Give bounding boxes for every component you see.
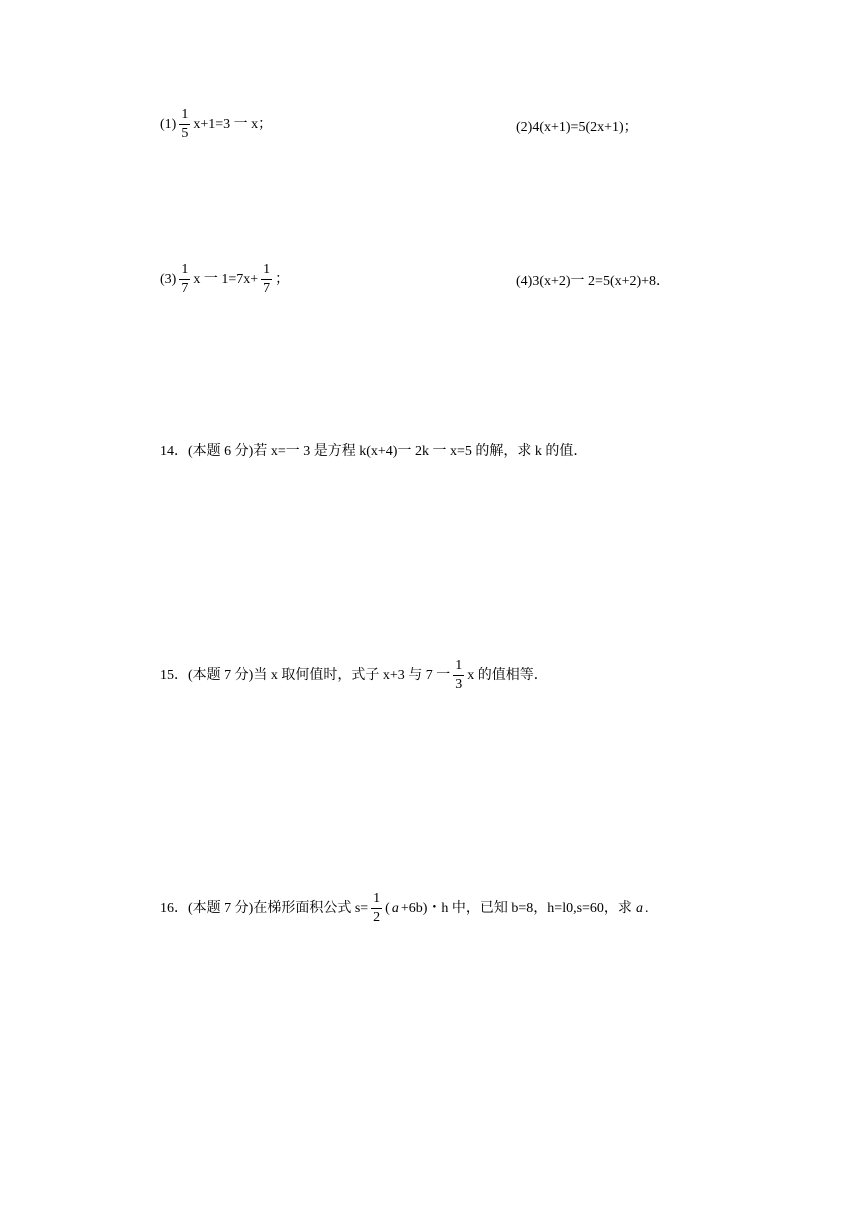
fraction-numerator: 1: [453, 659, 464, 676]
fraction-numerator: 1: [261, 263, 272, 280]
problem-4-equation: (4)3(x+2)一 2=5(x+2)+8．: [516, 274, 671, 289]
problem-2: [516, 121, 638, 135]
problem-4: [516, 275, 670, 289]
problem-3-equation-middle: x 一 1=7x+: [193, 271, 259, 287]
fraction-denominator: 3: [455, 677, 463, 692]
fraction-one-half: [371, 892, 382, 925]
variable-a: a: [391, 900, 399, 916]
fraction-one-third: [453, 659, 464, 692]
problem-3-label: (3): [160, 271, 177, 287]
question-14-text: 14．(本题 6 分)若 x=一 3 是方程 k(x+4)一 2k 一 x=5 的解，求 k 的值．: [160, 444, 588, 459]
fraction-denominator: 2: [373, 910, 381, 925]
problem-1-label: (1): [160, 116, 177, 132]
fraction-one-seventh: [261, 263, 272, 296]
problem-3-end: ；: [275, 271, 290, 287]
question-16: [160, 892, 648, 925]
variable-a: a: [635, 900, 643, 916]
problem-1: [160, 108, 272, 141]
question-15-text-after: x 的值相等．: [467, 667, 548, 683]
problem-3: [160, 263, 289, 296]
fraction-denominator: 7: [263, 281, 271, 296]
fraction-one-fifth: [179, 108, 190, 141]
question-16-text-middle: +6b)・h 中，已知 b=8，h=l0,s=60，求: [400, 900, 632, 916]
fraction-one-seventh: [179, 263, 190, 296]
problem-2-equation: (2)4(x+1)=5(2x+1)；: [516, 120, 638, 135]
fraction-numerator: 1: [179, 108, 190, 125]
fraction-numerator: 1: [371, 892, 382, 909]
question-14: [160, 445, 587, 459]
question-15: [160, 659, 548, 692]
question-16-end: .: [644, 900, 649, 916]
fraction-denominator: 7: [181, 281, 189, 296]
question-16-text-before: 16．(本题 7 分)在梯形面积公式 s=: [160, 900, 369, 916]
question-15-text-before: 15．(本题 7 分)当 x 取何值时，式子 x+3 与 7 一: [160, 667, 451, 683]
fraction-denominator: 5: [181, 126, 189, 141]
question-16-paren-open: (: [385, 900, 390, 916]
problem-1-equation: x+1=3 一 x；: [193, 116, 273, 132]
fraction-numerator: 1: [179, 263, 190, 280]
